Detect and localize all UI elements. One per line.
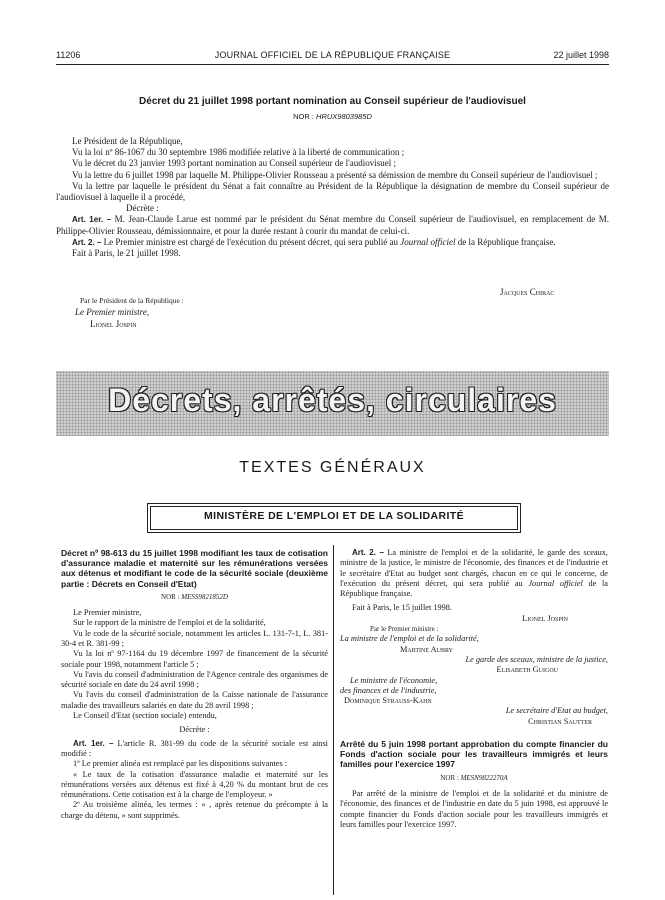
arrete-text: Par arrêté de la ministre de l'emploi et de la solidarité et du ministre de l'économie, des finances et de l'industrie en date du 5 juin 1998, est approuvé le compte financier du Fonds d'action sociale pour les travailleurs immigrés et leurs familles pour l'exercice 1997. <box>340 788 608 829</box>
decree1-para: Vu la loi nº 86-1067 du 30 septembre 1986 modifiée relative à la liberté de communication ; <box>72 147 405 158</box>
right-column <box>340 548 608 830</box>
decree2-para: Vu l'avis du conseil d'administration de l'Agence centrale des organismes de sécurité sociale en date du 24 avril 1998 ; <box>61 669 328 690</box>
header-divider <box>56 64 609 65</box>
arrete-nor: NOR : MESN9822270A <box>440 773 508 782</box>
decree1-art1: Art. 1er. – M. Jean-Claude Larue est nommé par le président du Sénat membre du Conseil supérieur de l'audiovisuel, en remplacement de M. Philippe-Olivier Rousseau, démissionnaire, et pour la durée restant à courir du mandat de celui-ci. <box>56 214 610 236</box>
decree1-decrete: Décrète : <box>126 203 159 214</box>
decree2-item: 2º Au troisième alinéa, les termes : « , après retenue du précompte à la charge du détenu, » sont supprimés. <box>61 800 328 820</box>
decree2-ministre-eco-2: des finances et de l'industrie, <box>340 685 437 695</box>
decree2-para: Le Conseil d'Etat (section sociale) entendu, <box>73 711 217 721</box>
section-title: TEXTES GÉNÉRAUX <box>239 459 426 476</box>
decree2-sautter: Christian Sautter <box>528 716 592 726</box>
decree1-pm-name: Lionel Jospin <box>90 319 137 329</box>
decree1-title: Décret du 21 juillet 1998 portant nomination au Conseil supérieur de l'audiovisuel <box>139 96 526 107</box>
decree2-ministre-eco: Le ministre de l'économie, <box>350 675 438 685</box>
arrete-title: Arrêté du 5 juin 1998 portant approbation du compte financier du Fonds d'action sociale pour les travailleurs immigrés et leurs familles pour l'exercice 1997 <box>340 739 608 770</box>
decree2-strauss: Dominique Strauss-Kahn <box>344 696 432 706</box>
decree1-body <box>56 136 609 259</box>
decree1-para: Le Président de la République, <box>72 136 183 146</box>
ministry-box <box>147 503 521 533</box>
decree2-fait: Fait à Paris, le 15 juillet 1998. <box>352 603 453 613</box>
decree1-para: Vu la lettre du 6 juillet 1998 par laquelle M. Philippe-Olivier Rousseau a présenté sa démission de membre du Conseil supérieur de l'audiovisuel ; <box>72 169 598 180</box>
decree2-para: Vu l'avis du conseil d'administration de la Caisse nationale de l'assurance maladie des travailleurs salariés en date du 28 avril 1998 ; <box>61 690 328 710</box>
section-banner <box>56 371 609 436</box>
decree2-secretaire: Le secrétaire d'Etat au budget, <box>505 706 608 716</box>
decree1-nor: NOR : HRUX9803985D <box>293 112 372 121</box>
decree2-para: Vu la loi nº 97-1164 du 19 décembre 1997 de financement de la sécurité sociale pour 1998, notamment l'article 5 ; <box>61 649 328 669</box>
banner-title: Décrets, arrêtés, circulaires <box>108 382 557 418</box>
decree1-premier-ministre: Le Premier ministre, <box>75 307 150 317</box>
decree1-art2: Art. 2. – Le Premier ministre est chargé de l'exécution du présent décret, qui sera publié au Journal officiel de la République française. <box>72 236 556 247</box>
decree2-decrete: Décrète : <box>179 725 210 735</box>
decree2-art1: Art. 1er. – L'article R. 381-99 du code de la sécurité sociale est ainsi modifié : <box>61 738 328 758</box>
decree2-para: Sur le rapport de la ministre de l'emploi et de la solidarité, <box>73 618 266 628</box>
column-divider <box>333 545 334 895</box>
ministry-title: MINISTÈRE DE L'EMPLOI ET DE LA SOLIDARITÉ <box>203 510 465 522</box>
decree2-para: Vu le code de la sécurité sociale, notamment les articles L. 131-7-1, L. 381-30-4 et R. 381-99 ; <box>61 628 328 648</box>
page-header <box>56 50 609 64</box>
decree2-ministre-emploi: La ministre de l'emploi et de la solidarité, <box>340 634 479 644</box>
page-number: 11206 <box>56 50 81 60</box>
decree1-signature: Jacques Chirac <box>500 287 555 297</box>
decree2-aubry: Martine Aubry <box>400 644 453 654</box>
decree1-par-le: Par le Président de la République : <box>80 296 184 305</box>
decree2-garde-sceaux: Le garde des sceaux, ministre de la justice, <box>465 654 608 664</box>
decree2-item: « Le taux de la cotisation d'assurance maladie et maternité sur les rémunérations versées aux détenus est fixé à 4,20 % du montant brut de ces rémunérations. Cette cotisation est à la charge de l'employeur. » <box>61 769 328 800</box>
left-column <box>61 548 328 821</box>
issue-date: 22 juillet 1998 <box>553 50 609 60</box>
decree1-fait: Fait à Paris, le 21 juillet 1998. <box>72 248 181 259</box>
decree2-pm-name: Lionel Jospin <box>522 613 568 623</box>
decree2-par-le: Par le Premier ministre : <box>370 625 439 634</box>
decree2-guigou: Elisabeth Guigou <box>496 665 558 675</box>
decree2-nor: NOR : MESS9821852D <box>161 592 228 601</box>
journal-title: JOURNAL OFFICIEL DE LA RÉPUBLIQUE FRANÇAISE <box>214 50 451 60</box>
decree1-nor-code: HRUX9803985D <box>316 112 372 121</box>
decree2-item: 1º Le premier alinéa est remplacé par les dispositions suivantes : <box>73 759 288 769</box>
decree1-para: Vu la lettre par laquelle le président du Sénat a fait connaître au Président de la République la désignation de membre du Conseil supérieur de l'audiovisuel à laquelle il a procédé, <box>56 180 609 203</box>
decree2-title: Décret nº 98-613 du 15 juillet 1998 modifiant les taux de cotisation d'assurance maladie et maternité sur les rémunérations versées aux détenus et modifiant le code de la sécurité sociale (deuxième partie : Décrets en Conseil d'Etat) <box>61 548 328 589</box>
decree1-para: Vu le décret du 23 janvier 1993 portant nomination au Conseil supérieur de l'audiovisuel ; <box>72 158 397 169</box>
decree2-para: Le Premier ministre, <box>73 608 142 618</box>
decree2-art2: Art. 2. – La ministre de l'emploi et de la solidarité, le garde des sceaux, ministre de la justice, le ministre de l'économie, des finances et de l'industrie et le secrétaire d'Etat au budget sont chargés, chacun en ce qui le concerne, de l'exécution du présent décret, qui sera publié au Journal officiel de la République française. <box>340 548 609 599</box>
